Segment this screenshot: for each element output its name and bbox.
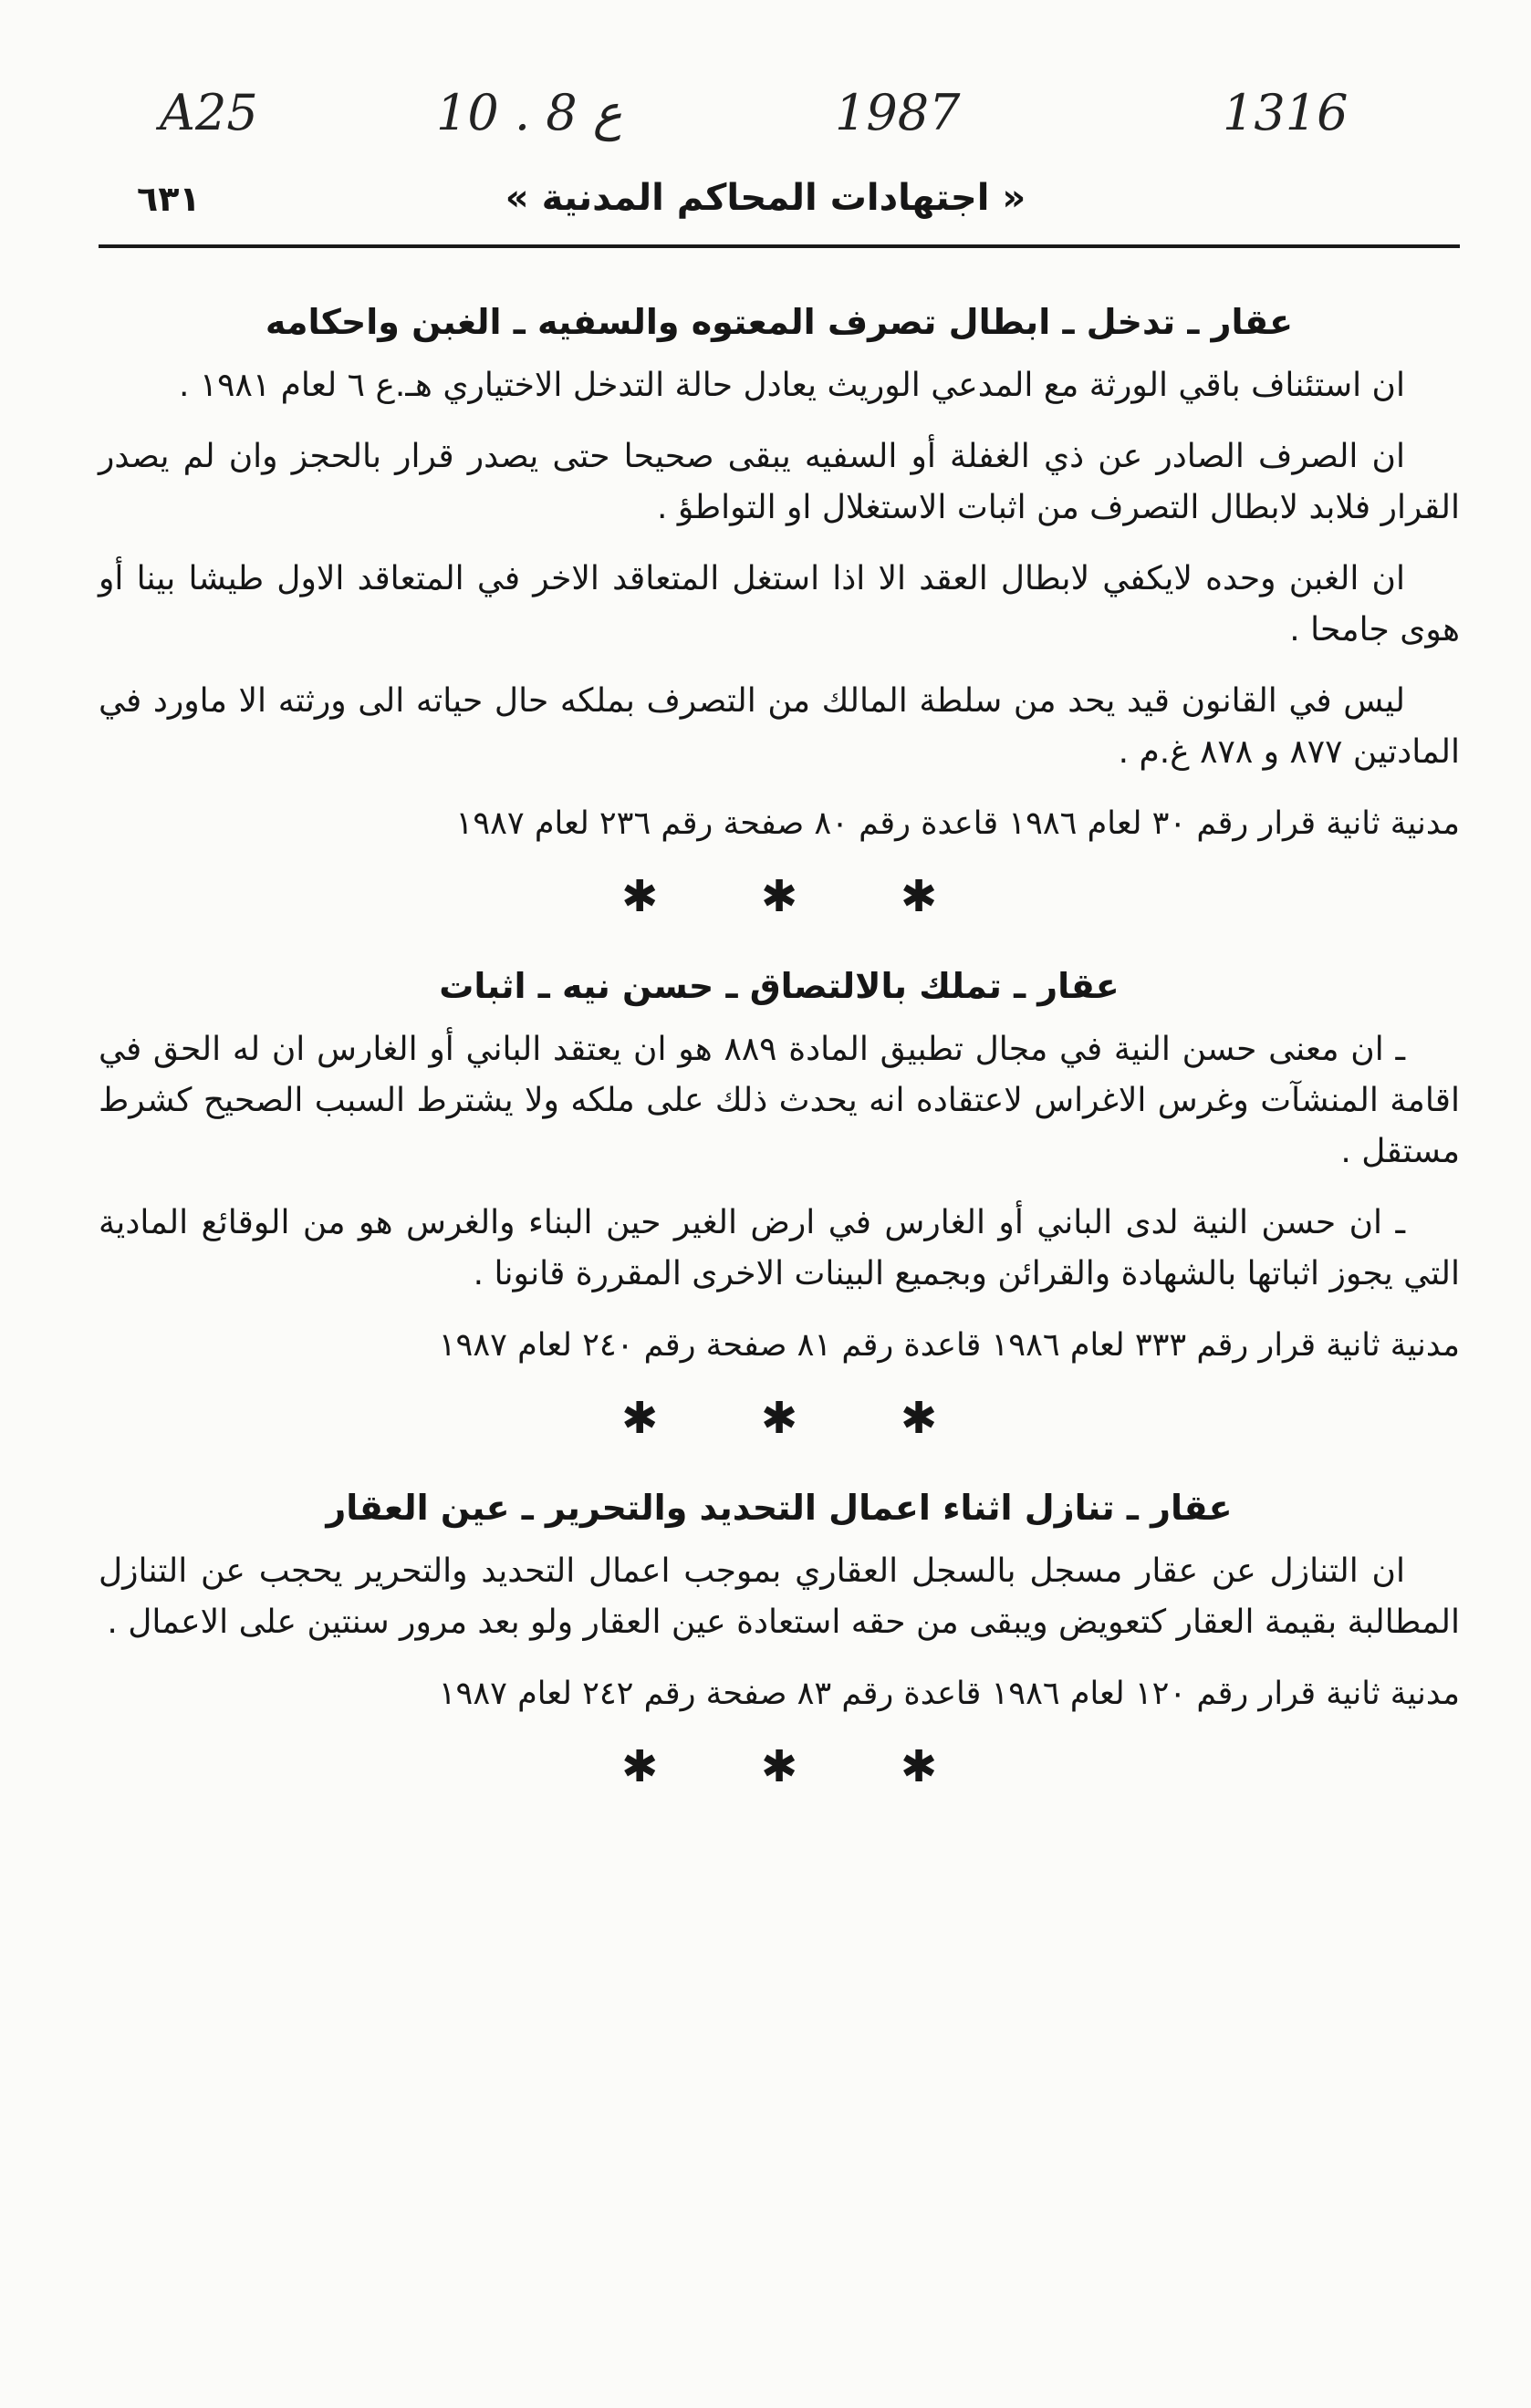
citation: مدنية ثانية قرار رقم ١٢٠ لعام ١٩٨٦ قاعدة رقم ٨٣ صفحة رقم ٢٤٢ لعام ١٩٨٧ xyxy=(438,1676,1460,1712)
handwritten-note-3: 1987 xyxy=(835,84,961,141)
handwritten-note-1: A25 xyxy=(160,84,258,141)
star-icon: ✱ xyxy=(900,1741,938,1792)
star-separator xyxy=(99,1739,1460,1794)
star-icon: ✱ xyxy=(620,1393,659,1444)
paragraph: ـ ان حسن النية لدى الباني أو الغارس في ارض الغير حين البناء والغرس هو من الوقائع المادية التي يجوز اثباتها بالشهادة والقرائن وبجميع البينات الاخرى المقررة قانونا . xyxy=(99,1204,1460,1292)
star-icon: ✱ xyxy=(620,1741,659,1792)
paragraph: ـ ان معنى حسن النية في مجال تطبيق المادة ٨٨٩ هو ان يعتقد الباني أو الغارس ان له الحق في اقامة المنشآت وغرس الاغراس لاعتقاده انه يحدث ذلك على ملكه ولا يشترط السبب الصحيح كشرط مستقل . xyxy=(99,1031,1460,1170)
star-icon: ✱ xyxy=(760,1393,798,1444)
section-3 xyxy=(99,1482,1460,1794)
star-separator xyxy=(99,1391,1460,1446)
star-icon: ✱ xyxy=(900,1393,938,1444)
running-title: « اجتهادات المحاكم المدنية » xyxy=(505,177,1026,219)
section-title: عقار ـ تنازل اثناء اعمال التحديد والتحرير ـ عين العقار xyxy=(326,1488,1233,1528)
star-icon: ✱ xyxy=(760,1741,798,1792)
section-title: عقار ـ تدخل ـ ابطال تصرف المعتوه والسفيه ـ الغبن واحكامه xyxy=(265,302,1294,342)
star-separator xyxy=(99,869,1460,924)
citation: مدنية ثانية قرار رقم ٣٠ لعام ١٩٨٦ قاعدة رقم ٨٠ صفحة رقم ٢٣٦ لعام ١٩٨٧ xyxy=(455,805,1460,842)
paragraph: ان استئناف باقي الورثة مع المدعي الوريث يعادل حالة التدخل الاختياري هـ.ع ٦ لعام ١٩٨١ . xyxy=(178,367,1405,404)
paragraph: ليس في القانون قيد يحد من سلطة المالك من التصرف بملكه حال حياته الى ورثته الا ماورد في المادتين ٨٧٧ و ٨٧٨ غ.م . xyxy=(99,682,1460,771)
section-2 xyxy=(99,960,1460,1446)
section-1 xyxy=(99,296,1460,924)
star-icon: ✱ xyxy=(900,871,938,922)
page-content xyxy=(99,296,1460,1831)
page-number: ٦٣١ xyxy=(137,179,201,219)
citation: مدنية ثانية قرار رقم ٣٣٣ لعام ١٩٨٦ قاعدة رقم ٨١ صفحة رقم ٢٤٠ لعام ١٩٨٧ xyxy=(438,1327,1460,1364)
star-icon: ✱ xyxy=(620,871,659,922)
handwritten-note-2: 10 . 8 ع xyxy=(436,84,622,141)
header-rule xyxy=(99,244,1460,248)
paragraph: ان الغبن وحده لايكفي لابطال العقد الا اذا استغل المتعاقد الاخر في المتعاقد الاول طيشا بينا أو هوى جامحا . xyxy=(99,560,1460,649)
handwritten-note-4: 1316 xyxy=(1223,84,1349,141)
paragraph: ان التنازل عن عقار مسجل بالسجل العقاري بموجب اعمال التحديد والتحرير يحجب عن التنازل المطالبة بقيمة العقار كتعويض ويبقى من حقه استعادة عين العقار ولو بعد مرور سنتين على الاعمال . xyxy=(99,1552,1460,1641)
star-icon: ✱ xyxy=(760,871,798,922)
paragraph: ان الصرف الصادر عن ذي الغفلة أو السفيه يبقى صحيحا حتى يصدر قرار بالحجز وان لم يصدر القرار فلابد لابطال التصرف من اثبات الاستغلال او التواطؤ . xyxy=(99,438,1460,526)
section-title: عقار ـ تملك بالالتصاق ـ حسن نيه ـ اثبات xyxy=(439,966,1120,1006)
